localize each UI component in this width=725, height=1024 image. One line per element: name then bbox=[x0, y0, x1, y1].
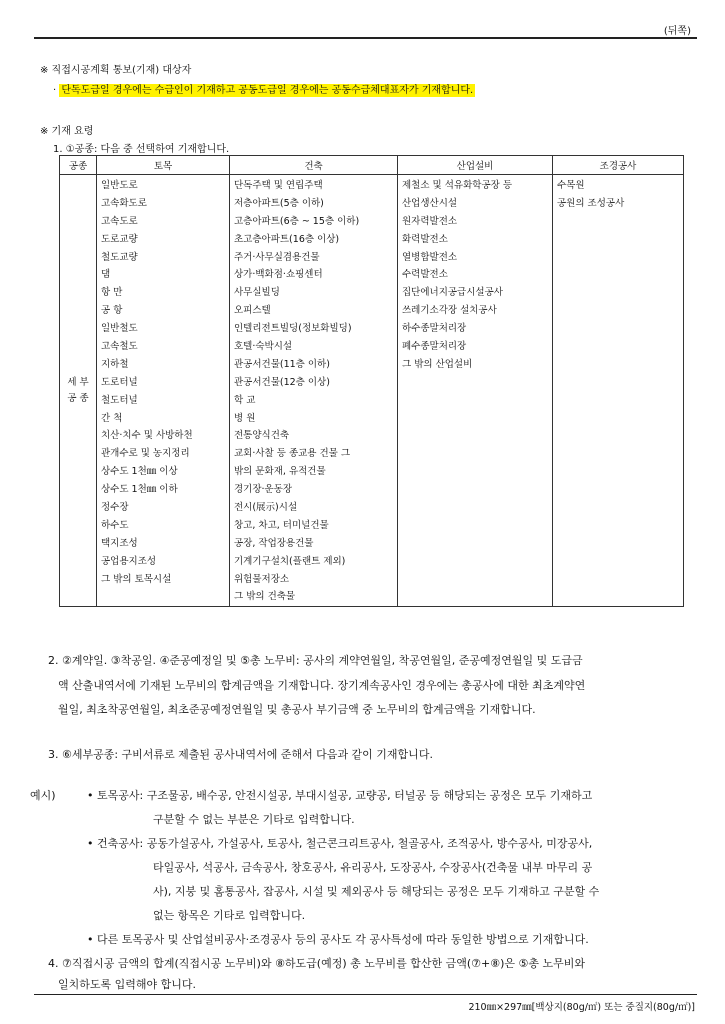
list-item: 그 밖의 토목시설 bbox=[101, 573, 172, 585]
list-item: 주거·사무실겸용건물 bbox=[234, 251, 320, 263]
list-item: 일반철도 bbox=[101, 323, 138, 335]
list-item: 치산·치수 및 사방하천 bbox=[101, 430, 193, 442]
list-item: 쓰레기소각장 설치공사 bbox=[402, 305, 497, 317]
list-item: 고속도로 bbox=[101, 215, 138, 227]
notice-highlight: 단독도급일 경우에는 수급인이 기재하고 공동도급일 경우에는 공동수급체대표자가 기재합니다. bbox=[61, 85, 474, 96]
guide-item-1: 1. ①공종: 다음 중 선택하여 기재합니다. bbox=[53, 144, 230, 155]
example-building-d: 없는 항목은 기타로 입력합니다. bbox=[153, 909, 306, 922]
example-civil-b: 구분할 수 없는 부분은 기타로 입력합니다. bbox=[153, 813, 355, 826]
list-item: 학 교 bbox=[234, 394, 256, 406]
list-item: 상수도 1천㎜ 이상 bbox=[101, 466, 178, 478]
list-item: 항 만 bbox=[101, 287, 123, 299]
notice-bullet: · bbox=[53, 85, 57, 96]
list-item: 호텔·숙박시설 bbox=[234, 341, 293, 353]
bottom-divider bbox=[34, 994, 697, 995]
list-item: 택지조성 bbox=[101, 537, 138, 549]
list-item: 병 원 bbox=[234, 412, 256, 424]
example-building-b: 타일공사, 석공사, 금속공사, 창호공사, 유리공사, 도장공사, 수장공사(건축물 내부 마무리 공 bbox=[153, 861, 593, 874]
list-item: 그 밖의 산업설비 bbox=[402, 358, 473, 370]
row-label-line-2: 공 종 bbox=[67, 392, 89, 404]
list-item: 일반도로 bbox=[101, 180, 138, 191]
list-item: 경기장·운동장 bbox=[234, 484, 293, 496]
header-civil: 토목 bbox=[97, 156, 230, 175]
list-item: 저층아파트(5층 이하) bbox=[234, 197, 324, 209]
table-body-row bbox=[60, 175, 684, 607]
item2-line-2: 액 산출내역서에 기재된 노무비의 합계금액을 기재합니다. 장기계속공사인 경우에는 총공사에 대한 최초계약연 bbox=[58, 679, 586, 692]
landscape-list bbox=[553, 175, 684, 607]
list-item: 산업생산시설 bbox=[402, 197, 458, 209]
page-side-mark: (뒤쪽) bbox=[663, 26, 691, 37]
list-item: 오피스텔 bbox=[234, 305, 271, 317]
list-item: 초고층아파트(16층 이상) bbox=[234, 233, 340, 245]
row-label-line-1: 세 부 bbox=[67, 376, 89, 388]
item4-line-2: 일치하도록 입력해야 합니다. bbox=[58, 978, 197, 991]
list-item: 수력발전소 bbox=[402, 269, 448, 281]
list-item: 기계기구설치(플랜트 제외) bbox=[234, 555, 346, 567]
list-item: 단독주택 및 연립주택 bbox=[234, 180, 323, 191]
list-item: 전시(展示)시설 bbox=[234, 502, 298, 514]
header-category: 공종 bbox=[60, 156, 97, 175]
list-item: 상가·백화점·쇼핑센터 bbox=[234, 269, 323, 281]
building-list bbox=[230, 175, 398, 607]
civil-list bbox=[97, 175, 230, 607]
item4-line-1: 4. ⑦직접시공 금액의 합계(직접시공 노무비)와 ⑧하도급(예정) 총 노무비를 합산한 금액(⑦+⑧)은 ⑤총 노무비와 bbox=[48, 957, 586, 970]
list-item: 지하철 bbox=[101, 358, 129, 370]
notice-title: ※ 직접시공계획 통보(기재) 대상자 bbox=[40, 65, 192, 76]
example-other: • 다른 토목공사 및 산업설비공사·조경공사 등의 공사도 각 공사특성에 따라 동일한 방법으로 기재합니다. bbox=[87, 933, 589, 946]
table-header-row bbox=[60, 156, 684, 175]
list-item: 원자력발전소 bbox=[402, 215, 458, 227]
row-label-cell bbox=[60, 175, 97, 607]
example-civil-a: • 토목공사: 구조물공, 배수공, 안전시설공, 부대시설공, 교량공, 터널공 등 해당되는 공정은 모두 기재하고 bbox=[87, 789, 593, 802]
item2-line-1: 2. ②계약일. ③착공일. ④준공예정일 및 ⑤총 노무비: 공사의 계약연월일, 착공연월일, 준공예정연월일 및 도급금 bbox=[48, 654, 583, 667]
list-item: 고속화도로 bbox=[101, 197, 147, 209]
list-item: 창고, 차고, 터미널건물 bbox=[234, 519, 329, 531]
list-item: 그 밖의 건축물 bbox=[234, 591, 296, 603]
list-item: 고층아파트(6층 ~ 15층 이하) bbox=[234, 215, 360, 227]
list-item: 열병합발전소 bbox=[402, 251, 458, 263]
list-item: 공업용지조성 bbox=[101, 555, 157, 567]
example-label: 예시) bbox=[30, 789, 56, 802]
work-type-table bbox=[59, 155, 684, 607]
list-item: 제철소 및 석유화학공장 등 bbox=[402, 180, 513, 191]
list-item: 철도터널 bbox=[101, 394, 138, 406]
example-building-a: • 건축공사: 공동가설공사, 가설공사, 토공사, 철근콘크리트공사, 철골공사, 조적공사, 방수공사, 미장공사, bbox=[87, 837, 593, 850]
item2-line-3: 월일, 최초착공연월일, 최초준공예정연월일 및 총공사 부기금액 중 노무비의 합계금액을 기재합니다. bbox=[58, 703, 536, 716]
list-item: 인텔리전트빌딩(정보화빌딩) bbox=[234, 323, 352, 335]
list-item: 도로교량 bbox=[101, 233, 138, 245]
list-item: 도로터널 bbox=[101, 376, 138, 388]
paper-size-note: 210㎜×297㎜[백상지(80g/㎡) 또는 중질지(80g/㎡)] bbox=[468, 1002, 695, 1013]
list-item: 정수장 bbox=[101, 502, 129, 514]
guide-title: ※ 기재 요령 bbox=[40, 126, 94, 137]
list-item: 공장, 작업장용건물 bbox=[234, 537, 314, 549]
list-item: 폐수종말처리장 bbox=[402, 341, 467, 353]
list-item: 댐 bbox=[101, 269, 111, 281]
list-item: 집단에너지공급시설공사 bbox=[402, 287, 503, 299]
list-item: 공 항 bbox=[101, 305, 123, 317]
header-landscape: 조경공사 bbox=[553, 156, 684, 175]
list-item: 관공서건물(11층 이하) bbox=[234, 358, 330, 370]
list-item: 하수종말처리장 bbox=[402, 323, 467, 335]
header-plant: 산업설비 bbox=[398, 156, 553, 175]
top-divider bbox=[34, 37, 697, 39]
list-item: 공원의 조성공사 bbox=[557, 197, 625, 209]
list-item: 교회·사찰 등 종교용 건물 그 bbox=[234, 448, 351, 460]
notice-line bbox=[53, 81, 475, 96]
list-item: 밖의 문화재, 유적건물 bbox=[234, 466, 326, 478]
list-item: 하수도 bbox=[101, 519, 129, 531]
plant-list bbox=[398, 175, 553, 607]
list-item: 상수도 1천㎜ 이하 bbox=[101, 484, 178, 496]
list-item: 사무실빌딩 bbox=[234, 287, 280, 299]
list-item: 관개수로 및 농지정리 bbox=[101, 448, 190, 460]
list-item: 철도교량 bbox=[101, 251, 138, 263]
list-item: 전통양식건축 bbox=[234, 430, 290, 442]
list-item: 관공서건물(12층 이상) bbox=[234, 376, 330, 388]
example-building-c: 사), 지붕 및 홈통공사, 잡공사, 시설 및 제외공사 등 해당되는 공정은 모두 기재하고 구분할 수 bbox=[153, 885, 600, 898]
list-item: 고속철도 bbox=[101, 341, 138, 353]
item3-line-1: 3. ⑥세부공종: 구비서류로 제출된 공사내역서에 준해서 다음과 같이 기재합니다. bbox=[48, 748, 433, 761]
header-building: 건축 bbox=[230, 156, 398, 175]
list-item: 수목원 bbox=[557, 180, 585, 191]
list-item: 위험물저장소 bbox=[234, 573, 290, 585]
list-item: 화력발전소 bbox=[402, 233, 448, 245]
list-item: 간 척 bbox=[101, 412, 123, 424]
